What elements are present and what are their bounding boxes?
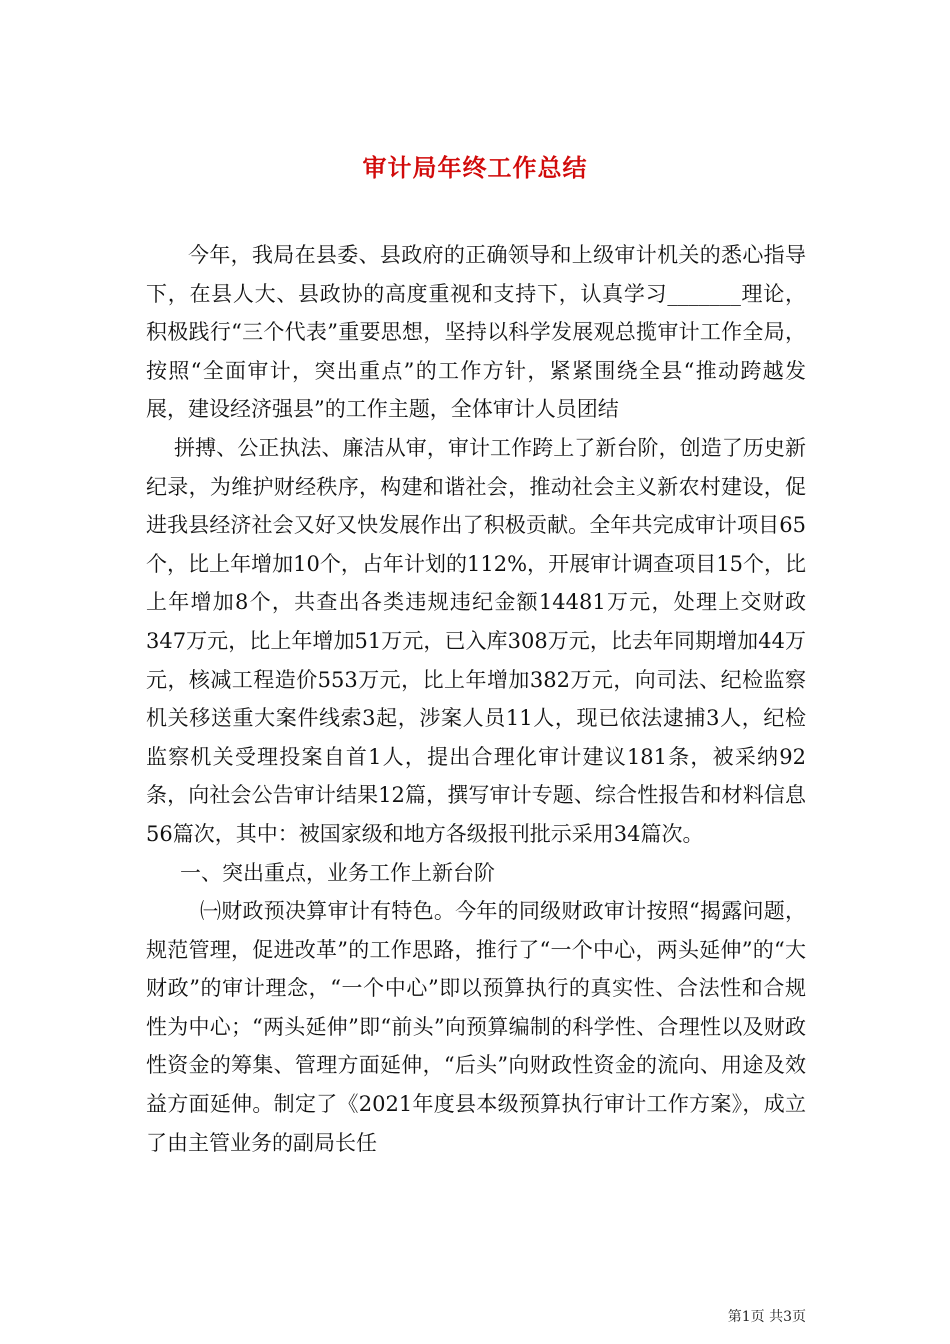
document-body bbox=[146, 236, 806, 1162]
section-heading: 一、突出重点，业务工作上新台阶 bbox=[180, 860, 495, 885]
paragraph-achievements: 拼搏、公正执法、廉洁从审，审计工作跨上了新台阶，创造了历史新纪录，为维护财经秩序，构建和谐社会，推动社会主义新农村建设，促进我县经济社会又好又快发展作出了积极贡献。全年共完成审计项目65个，比上年增加10个，占年计划的112%，开展审计调查项目15个，比上年增加8个，共查出各类违规违纪金额14481万元，处理上交财政347万元，比上年增加51万元，已入库308万元，比去年同期增加44万元，核减工程造价553万元，比上年增加382万元，向司法、纪检监察机关移送重大案件线索3起，涉案人员11人，现已依法逮捕3人，纪检监察机关受理投案自首1人，提出合理化审计建议181条，被采纳92条，向社会公告审计结果12篇，撰写审计专题、综合性报告和材料信息56篇次，其中：被国家级和地方各级报刊批示采用34篇次。 bbox=[146, 435, 806, 846]
page-title: 审计局年终工作总结 bbox=[362, 154, 588, 183]
page-number: 第1页 共3页 bbox=[727, 1309, 806, 1325]
paragraph-intro: 今年，我局在县委、县政府的正确领导和上级审计机关的悉心指导下，在县人大、县政协的高度重视和支持下，认真学习_______理论，积极践行“三个代表”重要思想，坚持以科学发展观总揽审计工作全局，按照“全面审计，突出重点”的工作方针，紧紧围绕全县“推动跨越发展，建设经济强县”的工作主题，全体审计人员团结 bbox=[146, 243, 806, 422]
paragraph-budget-audit: ㈠财政预决算审计有特色。今年的同级财政审计按照“揭露问题，规范管理，促进改革”的工作思路，推行了“一个中心，两头延伸”的“大财政”的审计理念，“一个中心”即以预算执行的真实性、合法性和合规性为中心；“两头延伸”即“前头”向预算编制的科学性、合理性以及财政性资金的筹集、管理方面延伸，“后头”向财政性资金的流向、用途及效益方面延伸。制定了《2021年度县本级预算执行审计工作方案》，成立了由主管业务的副局长任 bbox=[146, 899, 806, 1155]
